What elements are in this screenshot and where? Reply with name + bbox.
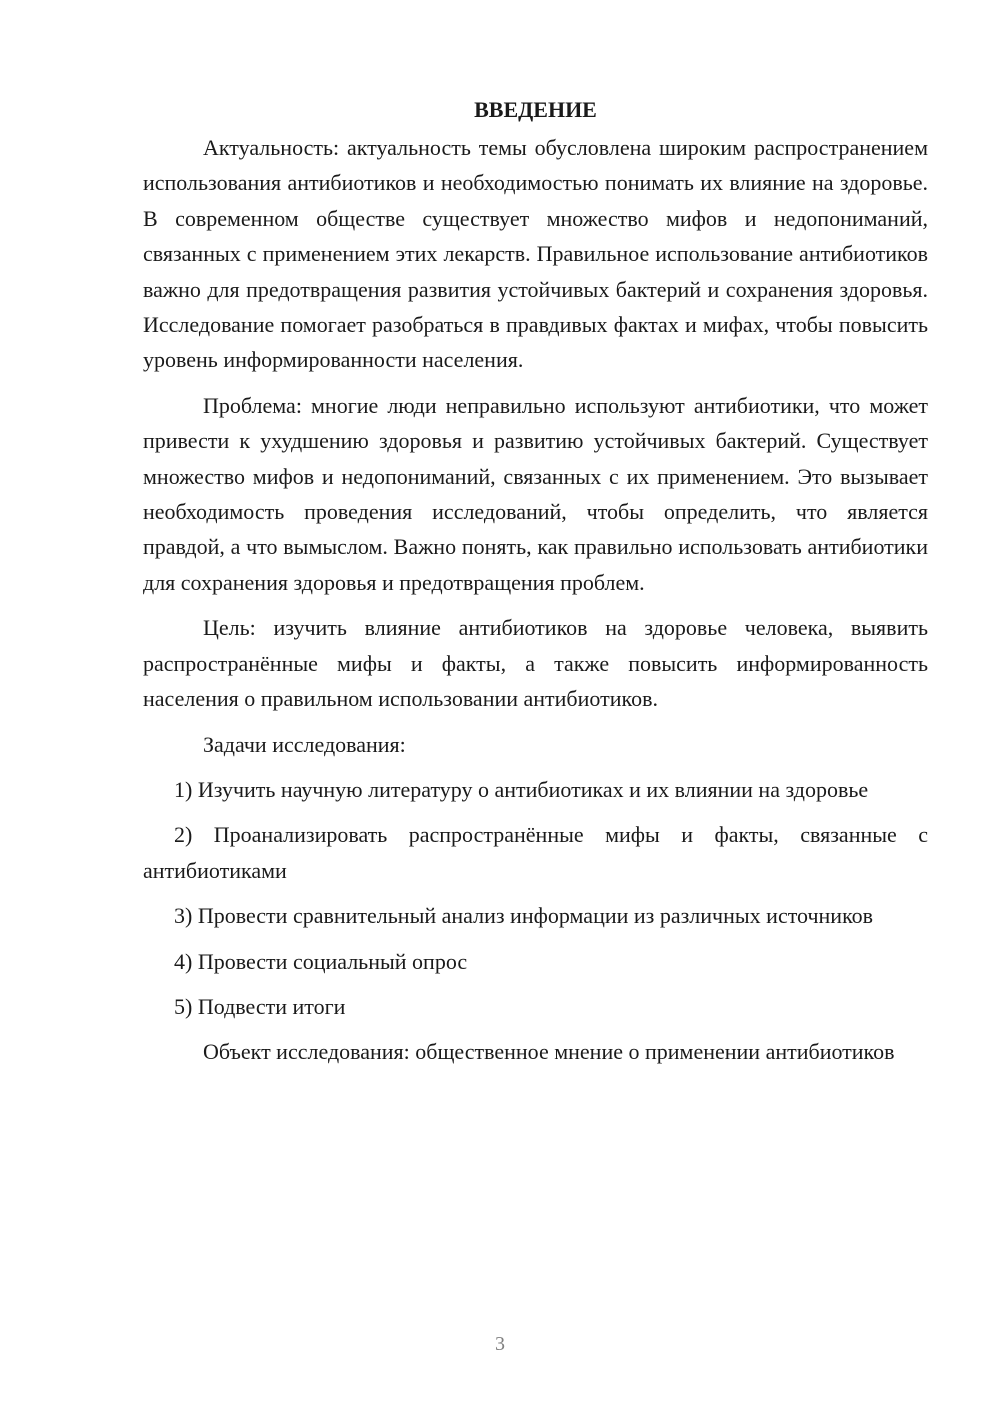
task-item-1: 1) Изучить научную литературу о антибиотиках и их влиянии на здоровье: [174, 776, 869, 802]
document-page: [143, 92, 928, 1070]
object-paragraph: Объект исследования: общественное мнение о применении антибиотиков: [203, 1039, 895, 1065]
tasks-title: Задачи исследования:: [203, 731, 406, 757]
page-number: 3: [495, 1333, 505, 1355]
goal-paragraph: Цель: изучить влияние антибиотиков на здоровье человека, выявить распространённые мифы и факты, а также повысить информированность населения о правильном использовании антибиотиков.: [143, 615, 928, 712]
problem-paragraph: Проблема: многие люди неправильно используют антибиотики, что может привести к ухудшению здоровья и развитию устойчивых бактерий. Существует множество мифов и недопониманий, связанных с их применением. Это вызывает необходимость проведения исследований, чтобы определить, что является правдой, а что вымыслом. Важно понять, как правильно использовать антибиотики для сохранения здоровья и предотвращения проблем.: [143, 392, 928, 595]
task-item-5: 5) Подвести итоги: [174, 993, 346, 1019]
task-item-4: 4) Провести социальный опрос: [174, 948, 468, 974]
task-item-2: 2) Проанализировать распространённые мифы и факты, связанные с антибиотиками: [143, 822, 928, 883]
tasks-list: [143, 772, 928, 1024]
document-heading: ВВЕДЕНИЕ: [474, 97, 597, 122]
task-item-3: 3) Провести сравнительный анализ информации из различных источников: [174, 903, 874, 929]
relevance-paragraph: Актуальность: актуальность темы обусловлена широким распространением использования антибиотиков и необходимостью понимать их влияние на здоровье. В современном обществе существует множество мифов и недопониманий, связанных с применением этих лекарств. Правильное использование антибиотиков важно для предотвращения развития устойчивых бактерий и сохранения здоровья. Исследование помогает разобраться в правдивых фактах и мифах, чтобы повысить уровень информированности населения.: [143, 135, 928, 373]
